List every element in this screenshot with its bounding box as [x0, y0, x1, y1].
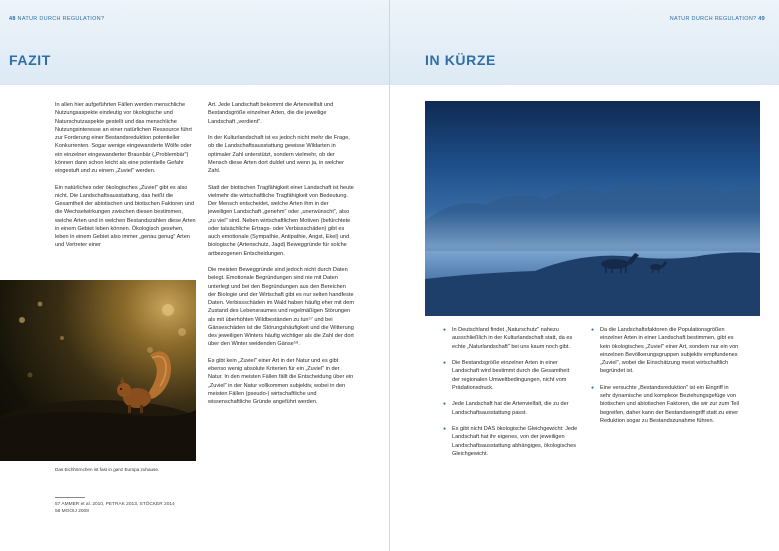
squirrel-illustration [0, 280, 196, 461]
running-head-text: NATUR DURCH REGULATION? [17, 16, 105, 22]
text-column-2 [208, 101, 354, 415]
summary-list-1 [443, 326, 578, 466]
footnote-rule [55, 497, 85, 498]
header-band [0, 0, 389, 85]
left-page [0, 0, 389, 551]
list-item: ● Da die Landschaftsfaktoren die Populationsgrößen einzelner Arten in einer Landschaft bestimmen, gibt es kein ökologisches „Zuviel" einer Art, sondern nur ein von einzelnen Bevölkerungsgruppen subjektiv empfundenes „Zuviel", wobei die Einschätzung meist wirtschaftlich begründet ist. [591, 326, 739, 376]
list-item: ● Die Bestandsgröße einzelner Arten in einer Landschaft wird bestimmt durch die Gesamtheit der regionalen Umweltbedingungen, nicht vom Prädationsdruck. [443, 359, 578, 392]
section-title: FAZIT [9, 52, 51, 68]
list-item: ● Eine versuchte „Bestandsreduktion" ist ein Eingriff in sehr dynamische und komplexe Beziehungsgefüge von biotischen und abiotischen Faktoren, die wir zur zum Teil begreifen, daher kann der Bestandseingriff statt zu einer Reduktion sogar zu Bestandszunahme führen. [591, 384, 739, 425]
page-number: 48 [9, 16, 16, 22]
summary-list-2 [591, 326, 739, 433]
squirrel-photo [0, 280, 196, 461]
text-column-1 [55, 101, 198, 258]
running-head-right [670, 16, 765, 22]
deer-illustration [425, 101, 760, 316]
footnotes [55, 497, 175, 516]
page-number: 49 [758, 16, 765, 22]
footnote: 58 MOOIJ 2008 [55, 509, 89, 515]
deer-photo [425, 101, 760, 316]
running-head-left [9, 16, 104, 22]
right-page [390, 0, 779, 551]
header-band [390, 0, 779, 85]
paragraph: Ein natürliches oder ökologisches „Zuviel" gibt es also nicht. Die Landschaftsausstattung, das heißt die Gesamtheit der abiotischen und biotischen Faktoren und die Wechselwirkungen zwischen diesen bestimmen, welche Arten und in welchen Bestandszahlen diese Arten in einem Gebiet leben können. Ökologisch gesehen, leben in einem Gebiet also immer „genau genug" Arten und Vertreter einer [55, 184, 196, 249]
paragraph: In der Kulturlandschaft ist es jedoch nicht mehr die Frage, ob die Landschaftsausstattung gewisse Wildarten in optimaler Zahl unterstützt, sondern vielmehr, ob der Mensch diese Arten dort duldet und wenn ja, in welcher Zahl. [208, 135, 350, 174]
paragraph: Es gibt kein „Zuviel" einer Art in der Natur und es gibt ebenso wenig absolute Kriterien für ein „Zuviel" in der Natur. In den meisten Fällen fällt die Entscheidung über ein „Zuviel" in der Natur vollkommen subjektiv, wobei in den meisten Fällen (pseudo-) wirtschaftliche und wissenschaftliche Gründe angeführt werden. [208, 357, 354, 405]
running-head-text: NATUR DURCH REGULATION? [669, 16, 757, 22]
photo-caption: Das Eichhörnchen ist fast in ganz Europa zuhause. [55, 467, 160, 472]
paragraph: In allen hier aufgeführten Fällen werden menschliche Nutzungsaspekte eindeutig vor ökologische und Naturschutzaspekte gestellt und das menschliche Nutzungsinteresse an einer natürlichen Ressource führt zur Forderung einer Bestandsreduktion potentieller Konkurrenten. Sogar wenige eingewanderte Wölfe oder ein einzelner eingewanderter Braunbär („Problembär") können dann schon leicht als eine potentielle Gefahr eingestuft und zu einem „Zuviel" werden. [55, 102, 192, 174]
footnote: 57 AMMER et al. 2010, PETRAK 2013, STÖCKER 2014 [55, 501, 175, 507]
paragraph: Statt der biotischen Tragfähigkeit einer Landschaft ist heute vielmehr die wirtschaftliche Tragfähigkeit von Bedeutung. Der Mensch entscheidet, welche Arten ihm in der jeweiligen Landschaft „genehm" oder „unerwünscht", also „zu viel" sind. Neben wirtschaftlichen Motiven (befürchtete oder tatsächliche Ertrags- oder Verbissschäden) gibt es auch emotionale (Sympathie, Antipathie, Angst, Ekel) und biologische (Artenschutz, Jagd) Beweggründe für solche artbezogenen Entscheidungen. [208, 184, 354, 257]
paragraph: Die meisten Beweggründe sind jedoch nicht durch Daten belegt. Emotionale Begründungen sind nie mit Daten unterlegt und bei den Begründungen aus den Bereichen der Biologie und der Wirtschaft gibt es nur selten handfeste Daten. Verbissschäden im Wald haben häufig eher mit dem Zustand des Lebensraumes und regelmäßigen Störungen als mit überhöhten Wildbeständen zu tun⁵⁷ und bei Gänseschäden ist die Störungshäufigkeit und die Witterung des jeweiligen Winters häufig wichtiger als die Zahl der dort über den Winter weidenden Gänse⁵⁸. [208, 267, 354, 348]
section-title: IN KÜRZE [425, 52, 496, 68]
list-item: ● In Deutschland findet „Naturschutz" nahezu ausschließlich in der Kulturlandschaft statt, da es echte „Naturlandschaft" bei uns kaum noch gibt. [443, 326, 578, 351]
list-item: ● Jede Landschaft hat die Artenvielfalt, die zu der Landschaftsausstattung passt. [443, 400, 578, 417]
paragraph: Art. Jede Landschaft bekommt die Artenvielfalt und Bestandsgröße einzelner Arten, die die jeweilige Landschaft „verdient". [208, 102, 334, 125]
list-item: ● Es gibt nicht DAS ökologische Gleichgewicht: Jede Landschaft hat ihr eigenes, von der jeweiligen Landschaftsausstattung abhängiges, ökologisches Gleichgewicht. [443, 425, 578, 458]
